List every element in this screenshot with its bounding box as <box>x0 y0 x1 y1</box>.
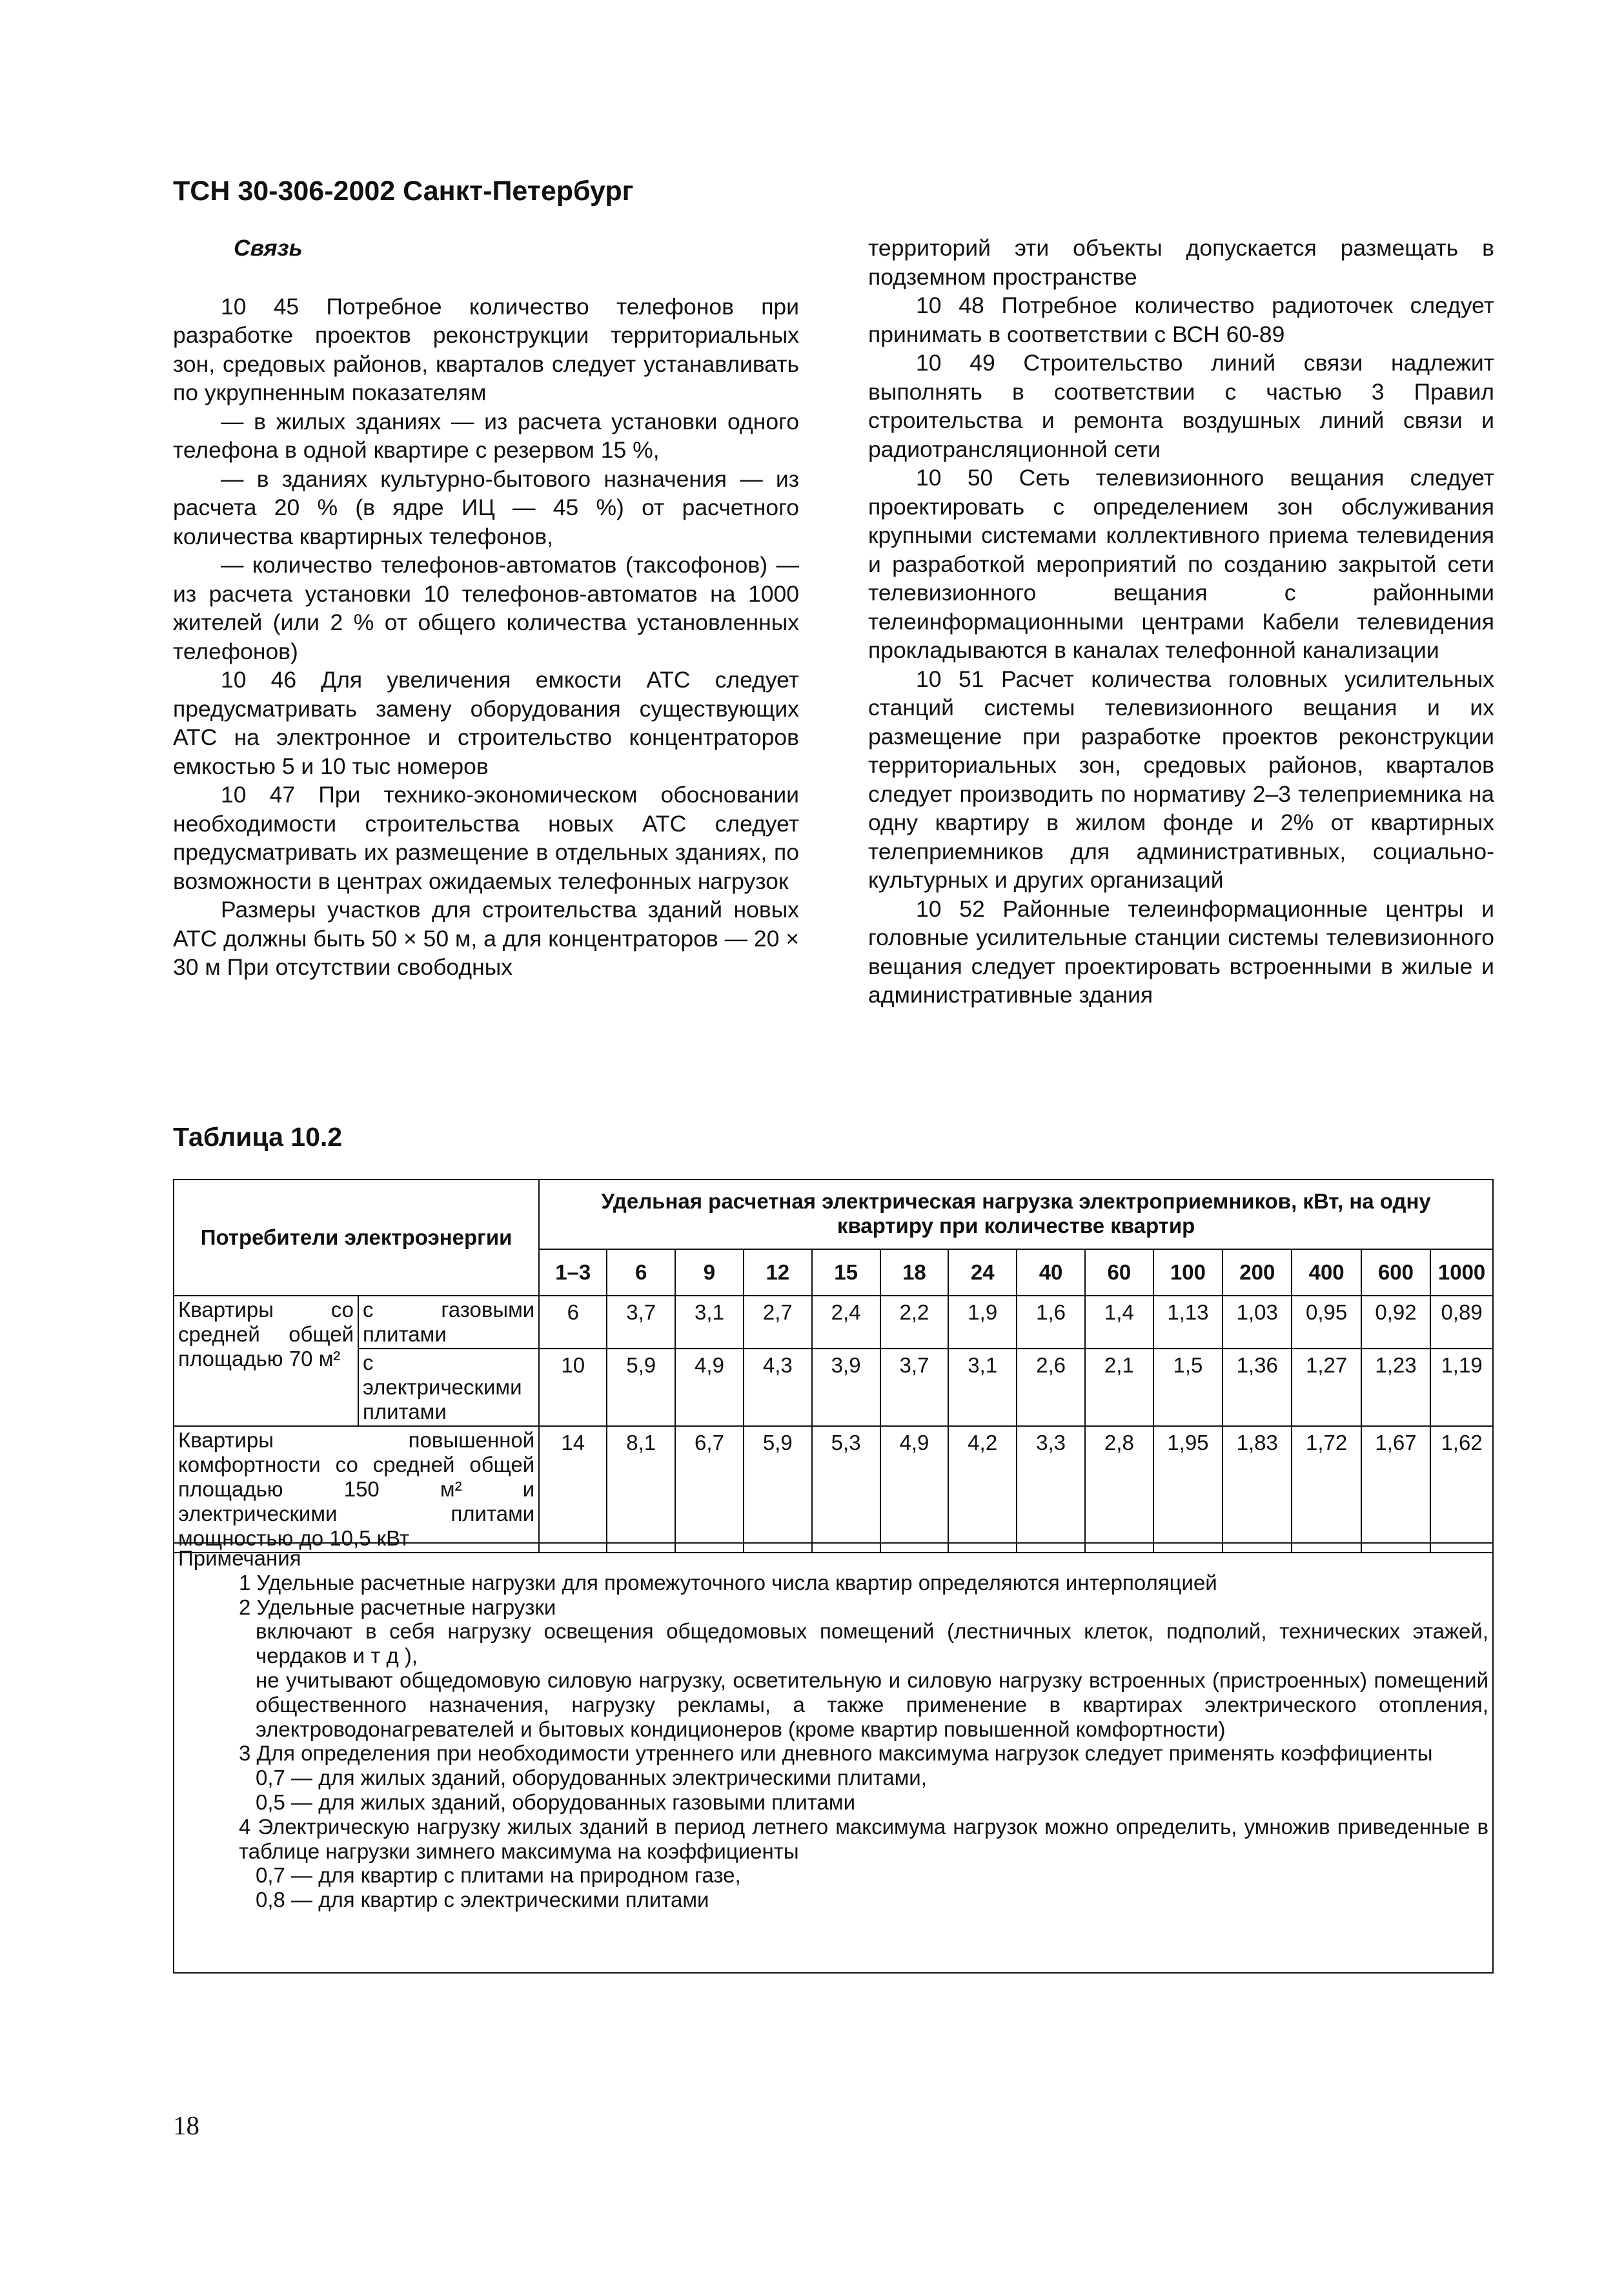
paragraph: — в жилых зданиях — из расчета установки одного телефона в одной квартире с резервом 15 %, <box>173 408 799 463</box>
value-cell: 5,3 <box>812 1426 880 1553</box>
note-line: включают в себя нагрузку освещения общедомовых помещений (лестничных клеток, подполий, технических этажей, чердаков и т д ), <box>256 1619 1488 1668</box>
value-cell: 4,9 <box>675 1349 744 1426</box>
note-line: 1 Удельные расчетные нагрузки для промежуточного числа квартир определяются интерполяцией <box>239 1570 1217 1595</box>
value-cell: 1,27 <box>1292 1349 1361 1426</box>
section-heading: Связь <box>234 235 303 261</box>
value-cell: 5,9 <box>744 1426 812 1553</box>
value-cell: 0,95 <box>1292 1296 1361 1349</box>
value-cell: 8,1 <box>607 1426 675 1553</box>
header-consumers: Потребители электроэнергии <box>174 1179 539 1296</box>
value-cell: 2,8 <box>1085 1426 1153 1553</box>
paragraph: 10 45 Потребное количество телефонов при разработке проектов реконструкции территориальных зон, средовых районов, кварталов следует устанавливать по укрупненным показателям <box>173 293 799 405</box>
paragraph: — количество телефонов-автоматов (таксофонов) — из расчета установки 10 телефонов-автоматов на 1000 жителей (или 2 % от общего количества установленных телефонов) <box>173 552 799 664</box>
value-cell: 1,67 <box>1361 1426 1430 1553</box>
notes-title: Примечания <box>178 1546 301 1570</box>
electric-label: с электрическими плитами <box>358 1349 539 1426</box>
note-line: 0,7 — для квартир с плитами на природном газе, <box>256 1863 741 1888</box>
value-cell: 4,3 <box>744 1349 812 1426</box>
value-cell: 3,1 <box>675 1296 744 1349</box>
value-cell: 3,3 <box>1017 1426 1085 1553</box>
value-cell: 2,7 <box>744 1296 812 1349</box>
load-table <box>173 1179 1494 1553</box>
note-line: не учитывают общедомовую силовую нагрузку, осветительную и силовую нагрузку встроенных (пристроенных) помещений общественного назначения, нагрузку рекламы, а также применение в квартирах электрического отопления, электроводонагревателей и бытовых кондиционеров (кроме квартир повышенной комфортности) <box>256 1668 1488 1741</box>
paragraph: 10 46 Для увеличения емкости АТС следует предусматривать замену оборудования существующих АТС на электронное и строительство концентраторов емкостью 5 и 10 тыс номеров <box>173 667 799 779</box>
table-notes <box>173 1542 1494 1974</box>
value-cell: 2,4 <box>812 1296 880 1349</box>
value-cell: 3,9 <box>812 1349 880 1426</box>
count-header-cell: 9 <box>675 1249 744 1296</box>
paragraph: территорий эти объекты допускается размещать в подземном пространстве <box>868 235 1494 290</box>
count-header-cell: 600 <box>1361 1249 1430 1296</box>
value-cell: 6 <box>539 1296 607 1349</box>
paragraph: 10 48 Потребное количество радиоточек следует принимать в соответствии с ВСН 60-89 <box>868 292 1494 347</box>
note-line: 3 Для определения при необходимости утреннего или дневного максимума нагрузок следует применять коэффициенты <box>239 1741 1433 1766</box>
comfort-label: Квартиры повышенной комфортности со средней общей площадью 150 м² и электрическими плитами мощностью до 10,5 кВт <box>174 1426 539 1553</box>
paragraph: 10 49 Строительство линий связи надлежит выполнять в соответствии с частью 3 Правил строительства и ремонта воздушных линий связи и радиотрансляционной сети <box>868 350 1494 462</box>
right-column <box>868 234 1494 1010</box>
count-header-cell: 24 <box>948 1249 1017 1296</box>
value-cell: 1,19 <box>1430 1349 1493 1426</box>
value-cell: 1,83 <box>1223 1426 1292 1553</box>
value-cell: 1,72 <box>1292 1426 1361 1553</box>
group-label: Квартиры со средней общей площадью 70 м² <box>174 1296 358 1426</box>
count-header-cell: 200 <box>1223 1249 1292 1296</box>
count-header-cell: 60 <box>1085 1249 1153 1296</box>
value-cell: 3,7 <box>607 1296 675 1349</box>
paragraph: 10 47 При технико-экономическом обосновании необходимости строительства новых АТС следует предусматривать их размещение в отдельных зданиях, по возможности в центрах ожидаемых телефонных нагрузок <box>173 782 799 894</box>
value-cell: 2,2 <box>880 1296 949 1349</box>
value-cell: 1,4 <box>1085 1296 1153 1349</box>
table-row <box>174 1426 1493 1553</box>
page-header: ТСН 30-306-2002 Санкт-Петербург <box>173 176 634 207</box>
value-cell: 1,13 <box>1153 1296 1223 1349</box>
value-cell: 1,5 <box>1153 1349 1223 1426</box>
note-line: 2 Удельные расчетные нагрузки <box>239 1595 556 1619</box>
paragraph: — в зданиях культурно-бытового назначения — из расчета 20 % (в ядре ИЦ — 45 %) от расчетного количества квартирных телефонов, <box>173 465 799 549</box>
count-header-cell: 1–3 <box>539 1249 607 1296</box>
count-header-cell: 15 <box>812 1249 880 1296</box>
note-line: 4 Электрическую нагрузку жилых зданий в период летнего максимума нагрузок можно определить, умножив приведенные в таблице нагрузки зимнего максимума на коэффициенты <box>239 1814 1488 1863</box>
table-row <box>174 1349 1493 1426</box>
value-cell: 0,92 <box>1361 1296 1430 1349</box>
header-load: Удельная расчетная электрическая нагрузка электроприемников, кВт, на одну квартиру при количестве квартир <box>539 1179 1493 1249</box>
value-cell: 1,6 <box>1017 1296 1085 1349</box>
count-header-cell: 40 <box>1017 1249 1085 1296</box>
page-number: 18 <box>173 2110 199 2140</box>
value-cell: 10 <box>539 1349 607 1426</box>
value-cell: 3,7 <box>880 1349 949 1426</box>
paragraph: 10 51 Расчет количества головных усилительных станций системы телевизионного вещания и их размещение при разработке проектов реконструкции территориальных зон, средовых районов, кварталов следует производить по нормативу 2–3 телеприемника на одну квартиру в жилом фонде и 2% от квартирных телеприемников для административных, социально-культурных и других организаций <box>868 666 1494 893</box>
value-cell: 2,1 <box>1085 1349 1153 1426</box>
table-row <box>174 1296 1493 1349</box>
value-cell: 2,6 <box>1017 1349 1085 1426</box>
note-line: 0,7 — для жилых зданий, оборудованных электрическими плитами, <box>256 1766 927 1790</box>
value-cell: 1,95 <box>1153 1426 1223 1553</box>
value-cell: 3,1 <box>948 1349 1017 1426</box>
count-header-cell: 400 <box>1292 1249 1361 1296</box>
note-line: 0,5 — для жилых зданий, оборудованных газовыми плитами <box>256 1790 856 1814</box>
count-header-cell: 6 <box>607 1249 675 1296</box>
value-cell: 1,9 <box>948 1296 1017 1349</box>
value-cell: 1,23 <box>1361 1349 1430 1426</box>
value-cell: 1,62 <box>1430 1426 1493 1553</box>
count-header-cell: 18 <box>880 1249 949 1296</box>
value-cell: 1,03 <box>1223 1296 1292 1349</box>
value-cell: 1,36 <box>1223 1349 1292 1426</box>
value-cell: 5,9 <box>607 1349 675 1426</box>
value-cell: 4,9 <box>880 1426 949 1553</box>
note-line: 0,8 — для квартир с электрическими плитами <box>256 1888 709 1912</box>
count-header-cell: 1000 <box>1430 1249 1493 1296</box>
count-header-cell: 12 <box>744 1249 812 1296</box>
paragraph: 10 52 Районные телеинформационные центры и головные усилительные станции системы телевизионного вещания следует проектировать встроенными в жилые и административные здания <box>868 895 1494 1008</box>
value-cell: 6,7 <box>675 1426 744 1553</box>
left-column <box>173 234 799 982</box>
value-cell: 4,2 <box>948 1426 1017 1553</box>
table-caption: Таблица 10.2 <box>173 1122 343 1152</box>
paragraph: 10 50 Сеть телевизионного вещания следует проектировать с определением зон обслуживания крупными системами коллективного приема телевидения и разработкой мероприятий по созданию закрытой сети телевизионного вещания с районными телеинформационными центрами Кабели телевидения прокладываются в каналах телефонной канализации <box>868 465 1494 663</box>
value-cell: 0,89 <box>1430 1296 1493 1349</box>
gas-label: с газовыми плитами <box>358 1296 539 1349</box>
count-header-cell: 100 <box>1153 1249 1223 1296</box>
value-cell: 14 <box>539 1426 607 1553</box>
paragraph: Размеры участков для строительства зданий новых АТС должны быть 50 × 50 м, а для концентраторов — 20 × 30 м При отсутствии свободных <box>173 897 800 980</box>
